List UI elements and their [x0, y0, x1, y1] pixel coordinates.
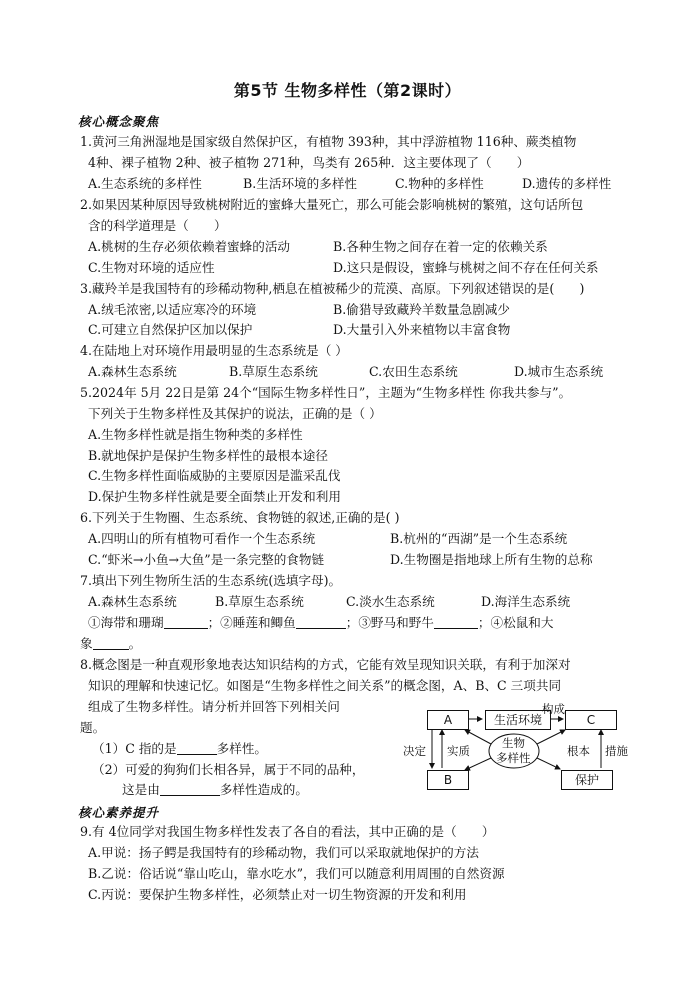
question-1-line-1: 1.黄河三角洲湿地是国家级自然保护区，有植物 393种，其中浮游植物 116种、蕨类植物: [80, 134, 577, 149]
question-7-option-b: B.草原生态系统: [215, 594, 304, 609]
question-2-line-1: 2.如果因某种原因导致桃树附近的蜜蜂大量死亡，那么可能会影响桃树的繁殖，这句话所包: [80, 197, 584, 212]
question-8-sub-1: [92, 740, 267, 758]
question-7-item-4: ；④松鼠和大: [477, 615, 554, 630]
question-8-blank-2[interactable]: [160, 783, 220, 796]
question-5-line-1: 5.2024年 5月 22日是第 24个“国际生物多样性日”，主题为“生物多样性 你我共参与”。: [80, 385, 572, 400]
question-9-option-b: B.乙说：俗话说“靠山吃山，靠水吃水”，我们可以随意利用周围的自然资源: [88, 866, 505, 881]
question-5-option-c: C.生物多样性面临威胁的主要原因是滥采乱伐: [88, 468, 341, 483]
diagram-label-decide: 决定: [403, 744, 426, 758]
question-7-end-mark: 。: [128, 636, 142, 651]
question-3-option-b: B.偷猎导致藏羚羊数量急剧减少: [333, 302, 510, 317]
section-heading-core-concepts: 核心概念聚焦: [78, 114, 160, 129]
question-8-sub-2-cont: [122, 781, 308, 799]
question-6-line-1: 6.下列关于生物圈、生态系统、食物链的叙述,正确的是( ): [80, 510, 400, 525]
question-8-line-2: 知识的理解和快速记忆。如图是“生物多样性之间关系”的概念图，A、B、C 三项共同: [88, 678, 562, 693]
question-3-line-1: 3.藏羚羊是我国特有的珍稀动物种,栖息在植被稀少的荒漠、高原。下列叙述错误的是( ): [80, 281, 585, 296]
question-1-line-2: 4种、裸子植物 2种、被子植物 271种，鸟类有 265种．这主要体现了（ ）: [88, 155, 530, 170]
question-7-option-c: C.淡水生态系统: [346, 594, 435, 609]
question-2-option-a: A.桃树的生存必须依赖着蜜蜂的活动: [88, 239, 291, 254]
question-9-option-a: A.甲说：扬子鳄是我国特有的珍稀动物，我们可以采取就地保护的方法: [88, 845, 479, 860]
question-9-option-c: C.丙说：要保护生物多样性，必须禁止对一切生物资源的开发和利用: [88, 887, 467, 902]
question-8-blank-1[interactable]: [177, 742, 217, 755]
question-4-option-a: A.森林生态系统: [88, 364, 177, 379]
question-5-option-b: B.就地保护是保护生物多样性的最根本途径: [88, 448, 328, 463]
question-8-sub-2-tail: 多样性造成的。: [219, 782, 308, 797]
question-7-item-1: ①海带和珊瑚: [88, 615, 164, 630]
diagram-label-essence: 实质: [447, 744, 470, 758]
question-2-option-b: B.各种生物之间存在着一定的依赖关系: [333, 239, 548, 254]
question-8-sub-2: （2）可爱的狗狗们长相各异，属于不同的品种，: [92, 762, 365, 777]
question-6-option-a: A.四明山的所有植物可看作一个生态系统: [88, 531, 316, 546]
question-5-line-2: 下列关于生物多样性及其保护的说法，正确的是（ ）: [88, 406, 382, 421]
question-7-blank-1[interactable]: [164, 616, 208, 629]
question-1-option-d: D.遗传的多样性: [522, 176, 612, 191]
question-7-item-3: ；③野马和野牛: [345, 615, 434, 630]
question-3-option-a: A.绒毛浓密,以适应寒冷的环境: [88, 302, 257, 317]
diagram-node-c: C: [565, 710, 617, 730]
question-6-option-b: B.杭州的“西湖”是一个生态系统: [390, 531, 568, 546]
question-9-line-1: 9.有 4位同学对我国生物多样性发表了各自的看法，其中正确的是（ ）: [80, 824, 495, 839]
question-6-option-c: C.“虾米→小鱼→大鱼”是一条完整的食物链: [88, 552, 325, 567]
question-5-option-d: D.保护生物多样性就是要全面禁止开发和利用: [88, 489, 341, 504]
question-4-line-1: 4.在陆地上对环境作用最明显的生态系统是（ ）: [80, 343, 348, 358]
question-8-line-4: 题。: [80, 720, 106, 735]
question-7-item-4-cont: 象: [80, 636, 93, 651]
question-8-sub-1-tail: 多样性。: [216, 741, 267, 756]
question-1-option-b: B.生活环境的多样性: [243, 176, 358, 191]
diagram-center-label-1: 生物: [502, 736, 525, 750]
question-5-option-a: A.生物多样性就是指生物种类的多样性: [88, 427, 303, 442]
concept-diagram: [405, 700, 635, 800]
page-title: 第5节 生物多样性（第2课时）: [233, 81, 462, 100]
diagram-node-protection: 保护: [561, 770, 613, 790]
diagram-label-measure: 措施: [605, 744, 628, 758]
diagram-node-b: B: [427, 770, 469, 790]
question-4-option-c: C.农田生态系统: [369, 364, 458, 379]
question-4-option-d: D.城市生态系统: [514, 364, 604, 379]
question-4-option-b: B.草原生态系统: [229, 364, 318, 379]
question-7-fill-line-2: [80, 635, 141, 653]
question-8-line-1: 8.概念图是一种直观形象地表达知识结构的方式，它能有效呈现知识关联，有利于加深对: [80, 657, 571, 672]
diagram-node-environment: 生活环境: [485, 710, 551, 730]
question-8-line-3: 组成了生物多样性。请分析并回答下列相关问: [88, 699, 340, 714]
question-6-option-d: D.生物圈是指地球上所有生物的总称: [390, 552, 593, 567]
question-7-option-d: D.海洋生态系统: [481, 594, 571, 609]
section-heading-core-literacy: 核心素养提升: [78, 805, 160, 820]
question-2-line-2: 含的科学道理是（ ）: [88, 218, 227, 233]
question-7-option-a: A.森林生态系统: [88, 594, 177, 609]
question-1-option-c: C.物种的多样性: [395, 176, 484, 191]
diagram-label-root: 根本: [567, 744, 590, 758]
question-8-sub-1-text: （1）C 指的是: [92, 741, 177, 756]
question-7-line-1: 7.填出下列生物所生活的生态系统(选填字母)。: [80, 573, 342, 588]
question-7-fill-line: [88, 614, 553, 632]
question-7-blank-4[interactable]: [93, 637, 129, 650]
diagram-label-compose: 构成: [542, 702, 565, 716]
question-3-option-d: D.大量引入外来植物以丰富食物: [333, 322, 511, 337]
question-7-blank-2[interactable]: [296, 616, 346, 629]
question-7-item-2: ；②睡莲和鲫鱼: [207, 615, 296, 630]
question-2-option-c: C.生物对环境的适应性: [88, 260, 215, 275]
diagram-node-a: A: [427, 710, 469, 730]
question-3-option-c: C.可建立自然保护区加以保护: [88, 322, 253, 337]
question-7-blank-3[interactable]: [434, 616, 478, 629]
question-1-option-a: A.生态系统的多样性: [88, 176, 202, 191]
question-8-sub-2-text: 这是由: [122, 782, 160, 797]
question-2-option-d: D.这只是假设，蜜蜂与桃树之间不存在任何关系: [333, 260, 599, 275]
diagram-center-label-2: 多样性: [496, 751, 531, 765]
